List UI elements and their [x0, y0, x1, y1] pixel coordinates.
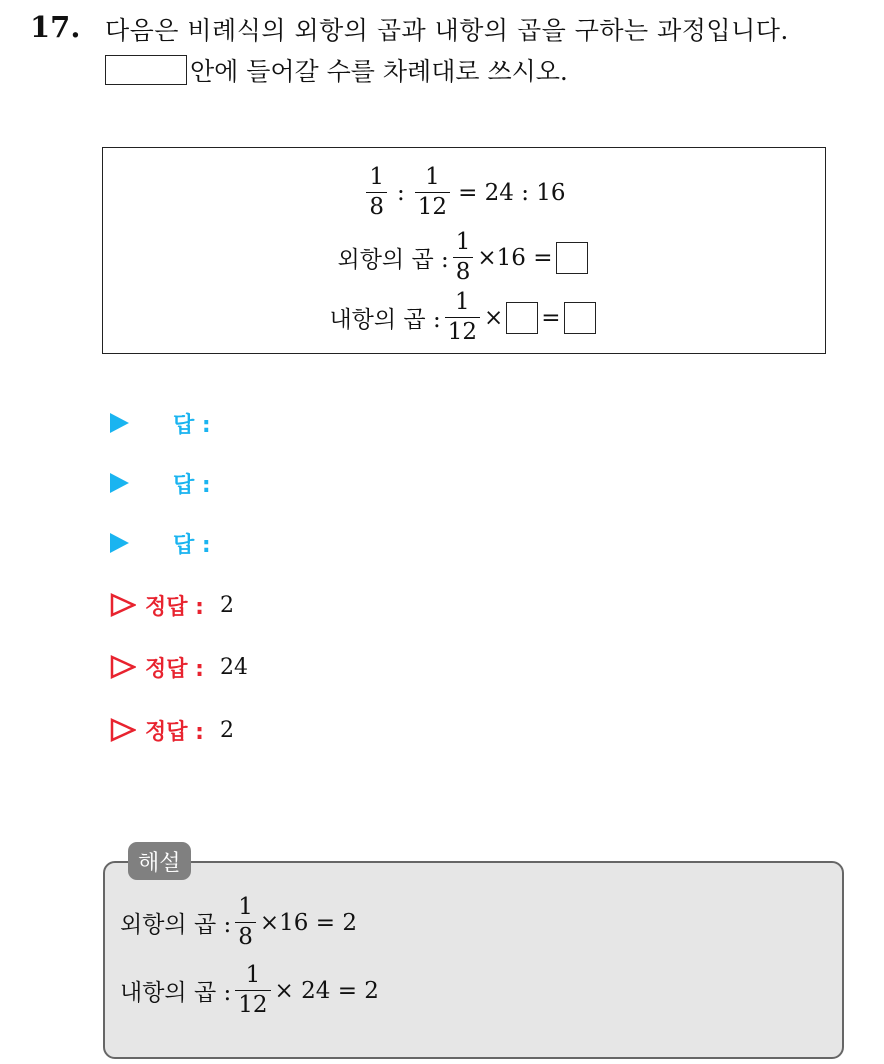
question-text-line1: 다음은 비례식의 외항의 곱과 내항의 곱을 구하는 과정입니다. [105, 16, 789, 45]
correct-answer-row [110, 710, 234, 750]
question-text-line2-text: 안에 들어갈 수를 차례대로 쓰시오. [190, 57, 568, 86]
correct-answer-value: 2 [219, 592, 234, 618]
blank-box [506, 302, 538, 334]
outline-triangle-icon [110, 718, 136, 742]
outer-product-result: ×16 = 2 [259, 909, 357, 936]
blank-box [556, 242, 588, 274]
fraction-one-eighth [235, 896, 256, 949]
explanation-tab: 해설 [128, 842, 191, 880]
times-sign: × [483, 304, 504, 331]
denominator: 8 [235, 922, 256, 949]
answer-row [110, 463, 211, 503]
explanation-inner-line [120, 964, 379, 1017]
denominator: 12 [415, 192, 450, 219]
inner-product-label: 내항의 곱 : [329, 307, 441, 333]
numerator: 1 [455, 289, 470, 315]
correct-answer-row [110, 585, 234, 625]
numerator: 1 [455, 229, 471, 255]
answer-blank-box [105, 55, 187, 85]
numerator: 1 [238, 894, 253, 920]
answer-label: 답 : [173, 472, 211, 498]
fraction-one-twelfth [235, 964, 270, 1017]
outline-triangle-icon [110, 655, 136, 679]
outer-product-label: 외항의 곱 : [120, 912, 232, 938]
denominator: 12 [235, 990, 270, 1017]
blank-box [564, 302, 596, 334]
outline-triangle-icon [110, 593, 136, 617]
ratio-colon: : [397, 179, 405, 206]
outer-product-label: 외항의 곱 : [337, 247, 449, 273]
play-triangle-icon [110, 413, 129, 433]
equals-sign: = [541, 304, 561, 331]
numerator: 1 [245, 962, 261, 988]
inner-product-line [103, 291, 825, 344]
explanation-outer-line [120, 896, 357, 949]
fraction-one-twelfth [445, 291, 480, 344]
answer-label: 답 : [173, 412, 211, 438]
fraction-one-eighth [366, 166, 387, 219]
inner-product-label: 내항의 곱 : [120, 980, 232, 1006]
correct-answer-label: 정답 : [145, 594, 204, 620]
correct-answer-label: 정답 : [145, 719, 204, 745]
denominator: 8 [366, 192, 387, 219]
explanation-box [103, 861, 844, 1059]
correct-answer-row [110, 647, 248, 687]
inner-product-result: × 24 = 2 [274, 977, 379, 1004]
correct-answer-label: 정답 : [145, 656, 204, 682]
proportion-rest: = 24 : 16 [458, 179, 566, 206]
fraction-one-twelfth [415, 166, 450, 219]
outer-product-rest: ×16 = [477, 244, 553, 271]
denominator: 12 [445, 317, 480, 344]
question-text-line2 [105, 52, 568, 88]
numerator: 1 [369, 164, 385, 190]
question-number: 17. [30, 10, 81, 44]
denominator: 8 [453, 257, 474, 284]
fraction-one-eighth [453, 231, 474, 284]
answer-label: 답 : [173, 532, 211, 558]
outer-product-line [103, 231, 825, 284]
equation-box [102, 147, 826, 354]
proportion-line [103, 166, 825, 219]
answer-row [110, 523, 211, 563]
correct-answer-value: 2 [219, 717, 234, 743]
answer-row [110, 403, 211, 443]
correct-answer-value: 24 [219, 654, 248, 680]
play-triangle-icon [110, 473, 129, 493]
numerator: 1 [425, 164, 440, 190]
play-triangle-icon [110, 533, 129, 553]
